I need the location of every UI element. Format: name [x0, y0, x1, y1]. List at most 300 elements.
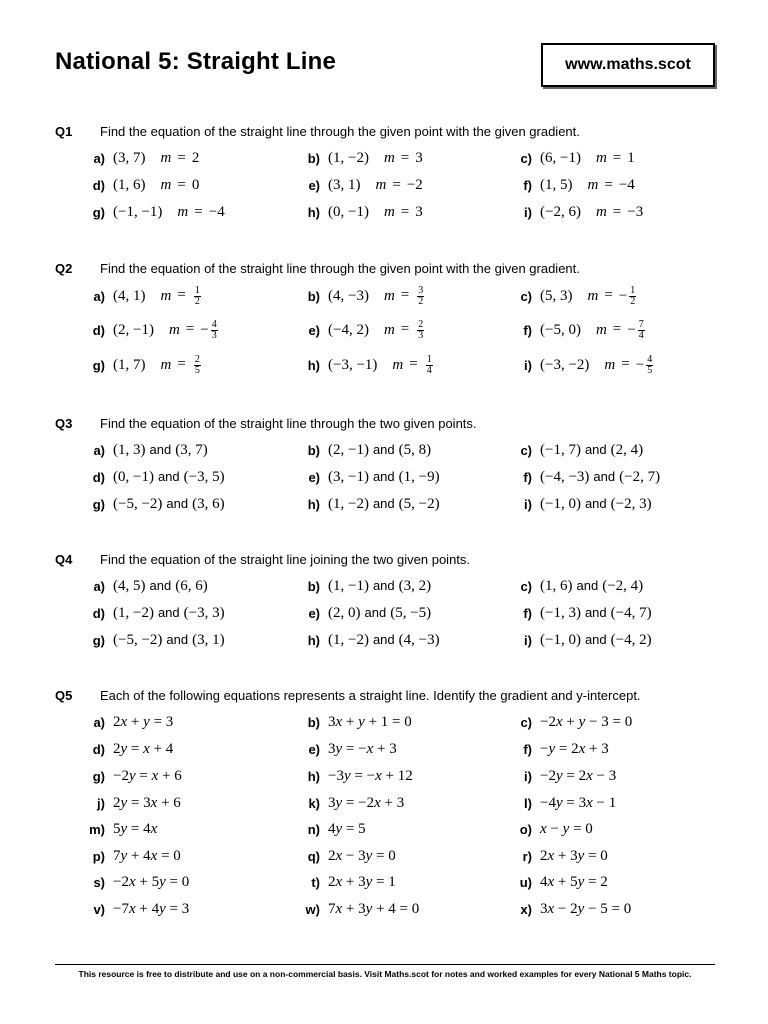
math-expression: [540, 150, 635, 167]
fraction-numerator: 4: [647, 353, 653, 365]
math-expression: [540, 901, 631, 918]
equals-sign: =: [612, 321, 622, 338]
exercise-item: [512, 494, 652, 514]
gradient-variable: m: [587, 287, 599, 304]
exercise-item: [85, 320, 218, 340]
math-expression: [328, 355, 433, 376]
equation: 2x + 3y = 1: [328, 873, 396, 890]
point-1: (1, −2): [328, 495, 369, 512]
math-expression: [113, 632, 225, 649]
item-label: i): [524, 357, 532, 373]
gradient-variable: m: [160, 287, 172, 304]
item-label: r): [522, 848, 532, 864]
point: (3, 7): [113, 149, 146, 166]
item-label: i): [524, 768, 532, 784]
item-label: j): [97, 795, 105, 811]
math-expression: [540, 821, 593, 838]
exercise-item: [85, 899, 189, 919]
point: (1, −2): [328, 149, 369, 166]
math-expression: [328, 821, 366, 838]
exercise-item: [512, 899, 631, 919]
item-label: f): [523, 605, 532, 621]
item-label: t): [311, 874, 320, 890]
point-1: (3, −1): [328, 468, 369, 485]
point: (4, 1): [113, 287, 146, 304]
equals-sign: =: [400, 203, 410, 220]
exercise-item: [85, 630, 225, 650]
math-expression: [540, 177, 635, 194]
math-expression: [540, 578, 643, 595]
point: (−4, 2): [328, 321, 369, 338]
point: (6, −1): [540, 149, 581, 166]
item-label: b): [307, 578, 320, 594]
exercise-item: [512, 739, 609, 759]
point-1: (−5, −2): [113, 495, 163, 512]
exercise-item: [300, 739, 397, 759]
point-1: (4, 5): [113, 577, 146, 594]
item-label: f): [523, 741, 532, 757]
point-1: (−1, 0): [540, 631, 581, 648]
point-2: (5, −2): [398, 495, 440, 512]
item-label: a): [93, 714, 105, 730]
item-label: g): [92, 632, 105, 648]
fraction-denominator: 3: [418, 329, 424, 341]
gradient-variable: m: [595, 149, 607, 166]
page-title: National 5: Straight Line: [55, 48, 337, 75]
gradient-variable: m: [595, 203, 607, 220]
math-expression: [540, 286, 636, 307]
point: (−1, −1): [113, 203, 163, 220]
question-number: Q1: [55, 124, 73, 139]
math-expression: [113, 320, 218, 341]
item-label: g): [92, 768, 105, 784]
math-expression: [328, 714, 412, 731]
exercise-item: [300, 576, 431, 596]
point-1: (−4, −3): [540, 468, 590, 485]
math-expression: [328, 204, 423, 221]
fraction-denominator: 4: [426, 364, 432, 376]
equals-sign: =: [400, 149, 410, 166]
point-1: (−5, −2): [113, 631, 163, 648]
exercise-item: [300, 793, 404, 813]
item-label: h): [307, 204, 320, 220]
gradient-value: −4: [618, 176, 635, 193]
gradient-variable: m: [375, 176, 387, 193]
point: (1, 7): [113, 356, 146, 373]
math-expression: [540, 632, 652, 649]
exercise-item: [85, 739, 173, 759]
exercise-item: [512, 440, 643, 460]
math-expression: [113, 901, 189, 918]
gradient-fraction: [417, 320, 424, 341]
math-expression: [113, 741, 173, 758]
equation: −2x + 5y = 0: [113, 873, 190, 890]
item-label: b): [307, 288, 320, 304]
exercise-item: [85, 494, 225, 514]
equation: −3y = −x + 12: [328, 767, 413, 784]
gradient-sign: −: [627, 321, 636, 338]
point: (−3, −1): [328, 356, 378, 373]
gradient-value: 0: [191, 176, 200, 193]
point-1: (1, 3): [113, 441, 146, 458]
fraction-numerator: 1: [426, 353, 432, 365]
point-1: (1, −2): [113, 604, 154, 621]
fraction-numerator: 1: [194, 284, 200, 296]
math-expression: [540, 768, 616, 785]
math-expression: [328, 632, 440, 649]
math-expression: [113, 795, 181, 812]
item-label: u): [519, 874, 532, 890]
point-1: (2, −1): [328, 441, 369, 458]
gradient-variable: m: [383, 287, 395, 304]
fraction-numerator: 2: [418, 318, 424, 330]
exercise-item: [300, 440, 431, 460]
math-expression: [113, 821, 157, 838]
and-text: and: [372, 577, 395, 593]
math-expression: [113, 848, 181, 865]
exercise-item: [512, 467, 660, 487]
item-label: f): [523, 469, 532, 485]
question-text: Find the equation of the straight line through the given point with the given gradient.: [100, 124, 580, 139]
item-label: n): [307, 821, 320, 837]
gradient-value: 3: [415, 149, 423, 166]
fraction-numerator: 2: [194, 353, 200, 365]
point-1: (0, −1): [113, 468, 154, 485]
point-1: (1, −1): [328, 577, 369, 594]
exercise-item: [512, 846, 608, 866]
exercise-item: [300, 872, 396, 892]
item-label: b): [307, 442, 320, 458]
point: (−2, 6): [540, 203, 581, 220]
fraction-denominator: 2: [194, 295, 200, 307]
item-label: b): [307, 714, 320, 730]
equation: 2x + y = 3: [113, 713, 174, 730]
exercise-item: [512, 819, 593, 839]
fraction-denominator: 2: [418, 295, 424, 307]
item-label: e): [308, 469, 320, 485]
item-label: s): [93, 874, 105, 890]
math-expression: [328, 901, 419, 918]
fraction-numerator: 1: [630, 284, 636, 296]
gradient-variable: m: [168, 321, 180, 338]
gradient-value: −3: [627, 203, 644, 220]
item-label: k): [308, 795, 320, 811]
exercise-item: [300, 819, 366, 839]
exercise-item: [85, 286, 201, 306]
item-label: m): [89, 821, 105, 837]
item-label: a): [93, 150, 105, 166]
item-label: d): [92, 469, 105, 485]
equation: 2x − 3y = 0: [328, 847, 396, 864]
and-text: and: [372, 441, 395, 457]
question-number: Q2: [55, 261, 73, 276]
exercise-item: [85, 846, 181, 866]
point-2: (−4, 2): [610, 631, 652, 648]
math-expression: [113, 714, 173, 731]
gradient-variable: m: [383, 321, 395, 338]
item-label: c): [520, 578, 532, 594]
fraction-numerator: 7: [638, 318, 644, 330]
exercise-item: [300, 630, 440, 650]
equation: 3x − 2y − 5 = 0: [540, 900, 632, 917]
exercise-item: [512, 603, 652, 623]
exercise-item: [85, 819, 157, 839]
footer-divider: [55, 964, 715, 965]
math-expression: [540, 204, 643, 221]
equation: −2y = 2x − 3: [540, 767, 617, 784]
question-text: Find the equation of the straight line joining the two given points.: [100, 552, 471, 567]
item-label: c): [520, 150, 532, 166]
item-label: o): [519, 821, 532, 837]
math-expression: [540, 496, 652, 513]
item-label: b): [307, 150, 320, 166]
equals-sign: =: [604, 176, 613, 193]
item-label: a): [93, 442, 105, 458]
item-label: f): [523, 322, 532, 338]
point: (5, 3): [540, 287, 573, 304]
equation: 5y = 4x: [113, 820, 158, 837]
exercise-item: [85, 576, 208, 596]
equals-sign: =: [177, 287, 186, 304]
point-2: (3, 7): [175, 441, 208, 458]
and-text: and: [157, 468, 180, 484]
item-label: h): [307, 357, 320, 373]
exercise-item: [512, 202, 643, 222]
equals-sign: =: [409, 356, 418, 373]
equals-sign: =: [177, 149, 186, 166]
equals-sign: =: [400, 287, 410, 304]
exercise-item: [512, 175, 635, 195]
gradient-variable: m: [604, 356, 616, 373]
exercise-item: [300, 712, 412, 732]
equation: 2y = x + 4: [113, 740, 174, 757]
question-number: Q4: [55, 552, 73, 567]
gradient-variable: m: [595, 321, 607, 338]
point: (−5, 0): [540, 321, 581, 338]
math-expression: [540, 442, 643, 459]
exercise-item: [85, 766, 182, 786]
gradient-value: 1: [627, 149, 635, 166]
gradient-fraction: [638, 320, 645, 341]
exercise-item: [85, 872, 189, 892]
exercise-item: [85, 148, 199, 168]
exercise-item: [85, 793, 181, 813]
gradient-fraction: [194, 286, 201, 307]
and-text: and: [149, 441, 172, 457]
gradient-value: −2: [406, 176, 423, 193]
point: (0, −1): [328, 203, 369, 220]
and-text: and: [157, 604, 180, 620]
exercise-item: [85, 712, 173, 732]
point-2: (5, −5): [390, 604, 432, 621]
item-label: e): [308, 177, 320, 193]
question-text: Find the equation of the straight line through the given point with the given gradient.: [100, 261, 580, 276]
equals-sign: =: [392, 176, 401, 193]
exercise-item: [300, 202, 423, 222]
gradient-sign: −: [618, 287, 628, 304]
item-label: g): [92, 496, 105, 512]
and-text: and: [372, 495, 395, 511]
item-label: h): [307, 496, 320, 512]
item-label: d): [92, 177, 105, 193]
item-label: w): [305, 901, 320, 917]
gradient-sign: −: [200, 321, 209, 338]
exercise-item: [512, 793, 616, 813]
point-2: (−3, 3): [183, 604, 225, 621]
gradient-value: 3: [415, 203, 423, 220]
equals-sign: =: [612, 149, 622, 166]
and-text: and: [584, 495, 607, 511]
fraction-numerator: 3: [418, 284, 424, 296]
exercise-item: [512, 712, 632, 732]
math-expression: [328, 320, 424, 341]
exercise-item: [300, 148, 423, 168]
and-text: and: [372, 468, 395, 484]
and-text: and: [584, 631, 607, 647]
equals-sign: =: [194, 203, 203, 220]
and-text: and: [166, 631, 189, 647]
item-label: e): [308, 322, 320, 338]
exercise-item: [85, 202, 225, 222]
gradient-value: 2: [191, 149, 200, 166]
gradient-fraction: [194, 355, 201, 376]
equation: −y = 2x + 3: [540, 740, 609, 757]
point-2: (5, 8): [398, 441, 432, 458]
math-expression: [328, 768, 413, 785]
math-expression: [328, 442, 431, 459]
item-label: d): [92, 322, 105, 338]
exercise-item: [85, 355, 201, 375]
math-expression: [328, 286, 424, 307]
math-expression: [328, 578, 431, 595]
and-text: and: [149, 577, 172, 593]
math-expression: [540, 741, 609, 758]
point-2: (3, 2): [398, 577, 432, 594]
exercise-item: [512, 286, 636, 306]
exercise-item: [85, 603, 225, 623]
point: (−3, −2): [540, 356, 590, 373]
point-2: (3, 1): [192, 631, 225, 648]
exercise-item: [512, 630, 652, 650]
and-text: and: [576, 577, 599, 593]
math-expression: [328, 874, 396, 891]
exercise-item: [300, 355, 433, 375]
equals-sign: =: [185, 321, 195, 338]
gradient-fraction: [426, 355, 433, 376]
item-label: h): [307, 632, 320, 648]
equation: 7x + 3y + 4 = 0: [328, 900, 420, 917]
math-expression: [540, 714, 632, 731]
item-label: e): [308, 605, 320, 621]
math-expression: [540, 469, 660, 486]
math-expression: [328, 496, 440, 513]
equals-sign: =: [604, 287, 613, 304]
math-expression: [113, 874, 189, 891]
math-expression: [540, 874, 608, 891]
fraction-denominator: 3: [211, 329, 217, 341]
point: (1, 6): [113, 176, 146, 193]
equation: 2y = 3x + 6: [113, 794, 181, 811]
exercise-item: [300, 603, 431, 623]
item-label: c): [520, 288, 532, 304]
point: (4, −3): [328, 287, 369, 304]
point-2: (−4, 7): [610, 604, 652, 621]
gradient-variable: m: [587, 176, 599, 193]
question-text: Each of the following equations represents a straight line. Identify the gradient and y-intercept.: [100, 688, 641, 703]
point-2: (4, −3): [398, 631, 440, 648]
math-expression: [113, 442, 208, 459]
math-expression: [113, 177, 199, 194]
point-2: (2, 4): [610, 441, 644, 458]
website-box: www.maths.scot: [541, 43, 715, 87]
math-expression: [328, 741, 397, 758]
fraction-denominator: 5: [647, 364, 653, 376]
item-label: v): [93, 901, 105, 917]
gradient-fraction: [417, 286, 424, 307]
item-label: c): [520, 442, 532, 458]
math-expression: [113, 605, 225, 622]
footer-note: This resource is free to distribute and use on a non-commercial basis. Visit Maths.scot for notes and worked examples for every National 5 Maths topic.: [78, 969, 692, 979]
math-expression: [113, 355, 201, 376]
point: (2, −1): [113, 321, 154, 338]
item-label: d): [92, 605, 105, 621]
item-label: h): [307, 768, 320, 784]
point-1: (1, −2): [328, 631, 369, 648]
and-text: and: [166, 495, 189, 511]
gradient-variable: m: [160, 149, 172, 166]
math-expression: [328, 177, 423, 194]
item-label: a): [93, 578, 105, 594]
exercise-item: [300, 467, 440, 487]
math-expression: [540, 320, 645, 341]
gradient-value: −4: [208, 203, 225, 220]
math-expression: [328, 848, 396, 865]
math-expression: [113, 204, 225, 221]
equation: −2y = x + 6: [113, 767, 182, 784]
math-expression: [328, 150, 423, 167]
item-label: g): [92, 357, 105, 373]
item-label: f): [523, 177, 532, 193]
point-1: (2, 0): [328, 604, 361, 621]
math-expression: [540, 795, 616, 812]
math-expression: [328, 605, 431, 622]
gradient-fraction: [629, 286, 636, 307]
point-2: (−2, 7): [619, 468, 661, 485]
exercise-item: [300, 286, 424, 306]
exercise-item: [300, 494, 440, 514]
item-label: g): [92, 204, 105, 220]
exercise-item: [300, 766, 413, 786]
item-label: i): [524, 204, 532, 220]
exercise-item: [85, 440, 208, 460]
exercise-item: [85, 467, 225, 487]
item-label: q): [307, 848, 320, 864]
equals-sign: =: [400, 321, 410, 338]
math-expression: [113, 150, 199, 167]
equation: 4x + 5y = 2: [540, 873, 608, 890]
equals-sign: =: [612, 203, 622, 220]
math-expression: [540, 605, 652, 622]
point-2: (6, 6): [175, 577, 208, 594]
equation: 3y = −x + 3: [328, 740, 397, 757]
point-2: (−2, 3): [610, 495, 652, 512]
question-number: Q3: [55, 416, 73, 431]
equation: 7y + 4x = 0: [113, 847, 181, 864]
item-label: d): [92, 741, 105, 757]
exercise-item: [512, 148, 635, 168]
point-2: (3, 6): [192, 495, 225, 512]
fraction-denominator: 2: [630, 295, 636, 307]
